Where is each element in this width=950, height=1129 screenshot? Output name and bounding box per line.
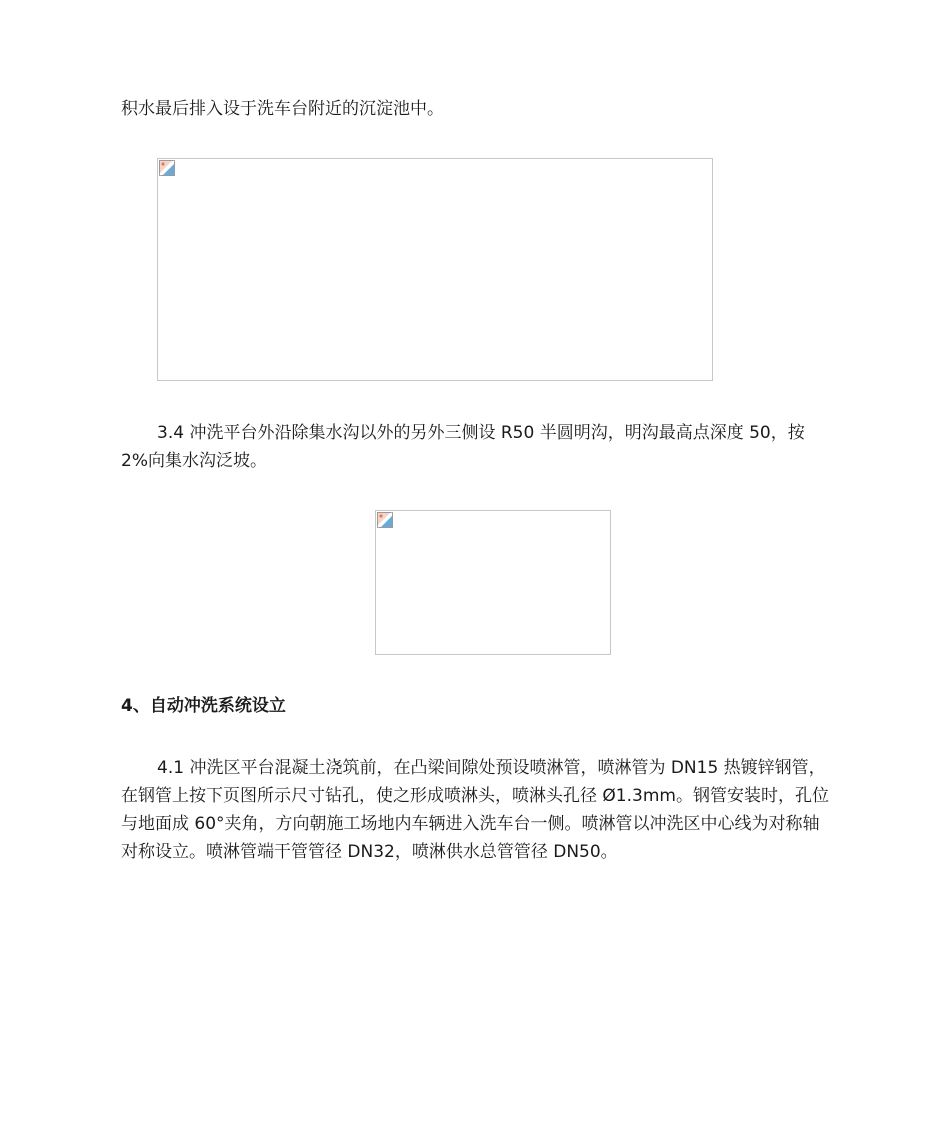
paragraph-4-1: 4.1 冲洗区平台混凝土浇筑前，在凸梁间隙处预设喷淋管，喷淋管为 DN15 热镀锌钢管，在钢管上按下页图所示尺寸钻孔，使之形成喷淋头，喷淋头孔径 Ø1.3mm。钢管安装时，孔位与地面成 60°夹角，方向朝施工场地内车辆进入洗车台一侧。喷淋管以冲洗区中心线为对称轴对称设立。喷淋管端干管管径 DN32，喷淋供水总管管径 DN50。 <box>121 758 829 862</box>
paragraph-sediment-tank: 积水最后排入设于洗车台附近的沉淀池中。 <box>121 99 444 119</box>
image-placeholder-1 <box>157 158 713 381</box>
broken-image-icon <box>377 512 393 528</box>
section-heading-4: 4、自动冲洗系统设立 <box>121 696 286 716</box>
broken-image-icon <box>159 160 175 176</box>
image-placeholder-2 <box>375 510 611 655</box>
paragraph-3-4: 3.4 冲洗平台外沿除集水沟以外的另外三侧设 R50 半圆明沟，明沟最高点深度 50，按 2%向集水沟泛坡。 <box>121 423 805 471</box>
